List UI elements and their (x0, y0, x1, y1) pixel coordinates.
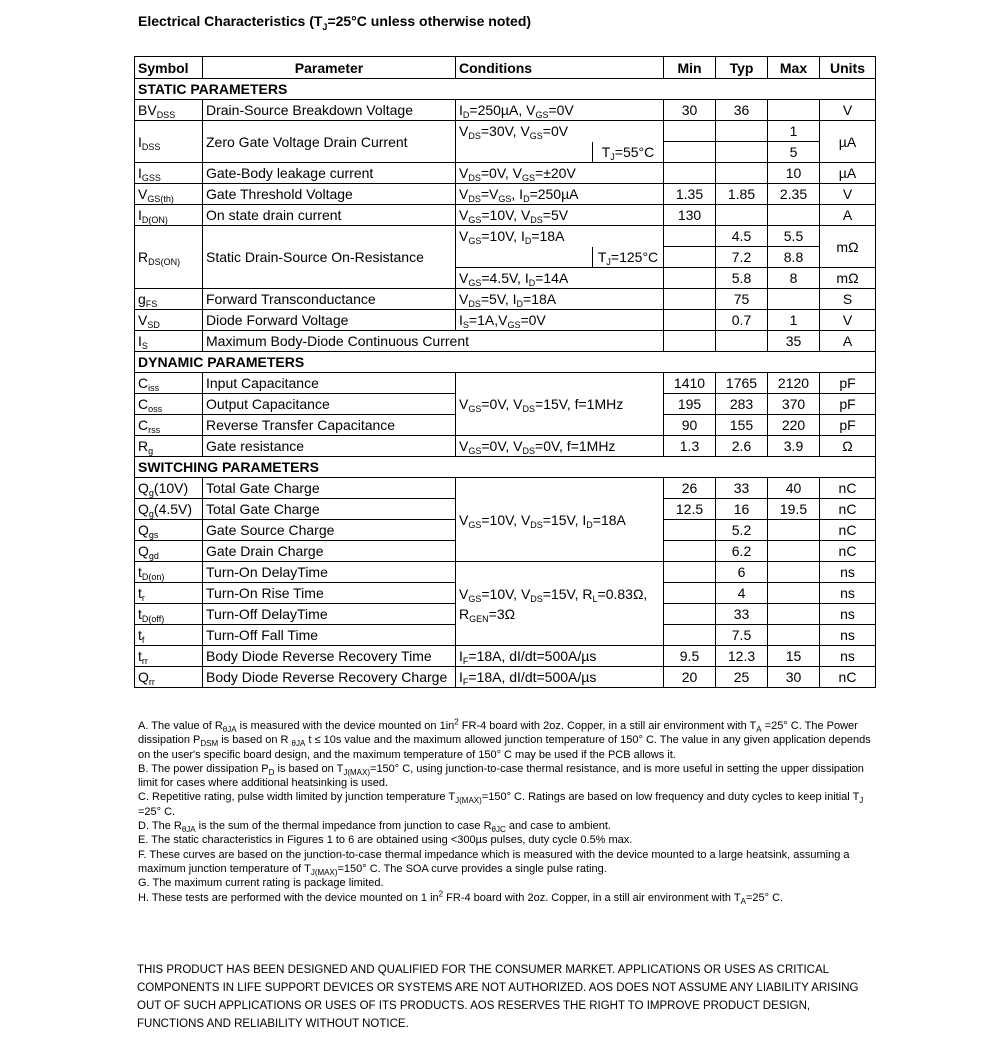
parameter-cell: Turn-On Rise Time (203, 583, 456, 604)
conditions-cell: $V_{GS}=10V$, $V_{DS}=5V$ (456, 205, 664, 226)
unit-cell: mΩ (820, 268, 876, 289)
typ-cell: 4 (716, 583, 768, 604)
conditions-cell (456, 331, 664, 352)
parameter-cell: Turn-On DelayTime (203, 562, 456, 583)
parameter-cell: Gate Source Charge (203, 520, 456, 541)
parameter-cell: Drain-Source Breakdown Voltage (203, 100, 456, 121)
min-cell: 12.5 (664, 499, 716, 520)
table-row (135, 205, 876, 226)
parameter-cell: Gate Threshold Voltage (203, 184, 456, 205)
conditions-cell: $I_D=250\mu A$, $V_{GS}=0V$ (456, 100, 664, 121)
max-cell: 5 (768, 142, 820, 163)
parameter-cell: Zero Gate Voltage Drain Current (203, 121, 456, 163)
unit-cell: µA (820, 163, 876, 184)
max-cell: 370 (768, 394, 820, 415)
symbol-cell: $BV_{DSS}$ (135, 100, 203, 121)
max-cell: 8 (768, 268, 820, 289)
typ-cell: 12.3 (716, 646, 768, 667)
unit-cell: pF (820, 373, 876, 394)
unit-cell: ns (820, 625, 876, 646)
parameter-cell: Output Capacitance (203, 394, 456, 415)
min-cell (664, 541, 716, 562)
typ-cell: 1.85 (716, 184, 768, 205)
symbol-cell: $t_{rr}$ (135, 646, 203, 667)
max-cell: 3.9 (768, 436, 820, 457)
parameter-cell: Static Drain-Source On-Resistance (203, 226, 456, 289)
symbol-cell: $V_{SD}$ (135, 310, 203, 331)
typ-cell: 283 (716, 394, 768, 415)
parameter-cell: Reverse Transfer Capacitance (203, 415, 456, 436)
typ-cell: 1765 (716, 373, 768, 394)
table-row (135, 667, 876, 688)
table-row (135, 100, 876, 121)
note-c: C. Repetitive rating, pulse width limited by junction temperature $T_{J(MAX)}=150^\circ$ C. Ratings are based on low frequency and duty cycles to keep initial $T_J =25^\circ$ C. (138, 791, 864, 818)
min-cell: 130 (664, 205, 716, 226)
conditions-cell: $V_{DS}=0V$, $V_{GS}=\pm 20V$ (456, 163, 664, 184)
typ-cell: 0.7 (716, 310, 768, 331)
table-row (135, 310, 876, 331)
parameter-cell: Body Diode Reverse Recovery Charge (203, 667, 456, 688)
min-cell (664, 331, 716, 352)
symbol-cell: $I_{DSS}$ (135, 121, 203, 163)
header-max: Max (768, 57, 820, 79)
unit-cell: V (820, 100, 876, 121)
symbol-cell: $t_f$ (135, 625, 203, 646)
electrical-characteristics-table (134, 56, 876, 688)
symbol-cell: $C_{iss}$ (135, 373, 203, 394)
typ-cell: 36 (716, 100, 768, 121)
conditions-cell: $I_S=1A,V_{GS}=0V$ (456, 310, 664, 331)
unit-cell: ns (820, 646, 876, 667)
conditions-cell: $I_F=18A$, dI/dt=500A/µs (456, 646, 664, 667)
max-cell (768, 289, 820, 310)
typ-cell: 6.2 (716, 541, 768, 562)
page-title: Electrical Characteristics ($T_J=25^\circ C$ unless otherwise noted) (138, 13, 532, 32)
note-g: G. The maximum current rating is package limited. (138, 877, 384, 890)
max-cell (768, 562, 820, 583)
min-cell: 9.5 (664, 646, 716, 667)
section-row (135, 352, 876, 373)
disclaimer-line: THIS PRODUCT HAS BEEN DESIGNED AND QUALIFIED FOR THE CONSUMER MARKET. APPLICATIONS OR USES AS CRITICAL (137, 964, 830, 976)
unit-cell: nC (820, 499, 876, 520)
min-cell (664, 226, 716, 247)
conditions-cell: $V_{GS}=4.5V$, $I_D=14A$ (456, 268, 664, 289)
max-cell: 40 (768, 478, 820, 499)
symbol-cell: $Q_{gs}$ (135, 520, 203, 541)
typ-cell: 155 (716, 415, 768, 436)
symbol-cell: $C_{oss}$ (135, 394, 203, 415)
symbol-cell: $Q_{rr}$ (135, 667, 203, 688)
max-cell (768, 541, 820, 562)
section-row (135, 79, 876, 100)
conditions-cell: $V_{GS}=0V$, $V_{DS}=0V$, f=1MHz (456, 436, 664, 457)
max-cell: 15 (768, 646, 820, 667)
tj-condition: $T_J=125^\circ C$ (592, 247, 663, 267)
parameter-cell: Diode Forward Voltage (203, 310, 456, 331)
max-cell: 2120 (768, 373, 820, 394)
conditions-cell: $V_{GS}=10V$, $V_{DS}=15V$, $R_L=0.83\Omega$, $R_{GEN}=3\Omega$ (456, 562, 664, 646)
note-b: B. The power dissipation $P_D$ is based on $T_{J(MAX)}=150^\circ$ C, using junction-to-case thermal resistance, and is more useful in setting the upper dissipation limit for cases where additional heatsinking is used. (138, 762, 864, 790)
table-row (135, 436, 876, 457)
note-e: E. The static characteristics in Figures 1 to 6 are obtained using <300µs pulses, duty cycle 0.5% max. (138, 834, 633, 847)
parameter-cell: Total Gate Charge (203, 478, 456, 499)
section-row (135, 457, 876, 478)
typ-cell: 7.5 (716, 625, 768, 646)
conditions-cell (456, 142, 664, 163)
header-conditions: Conditions (456, 57, 664, 79)
min-cell: 30 (664, 100, 716, 121)
max-cell (768, 205, 820, 226)
unit-cell: mΩ (820, 226, 876, 268)
table-row (135, 163, 876, 184)
table-row (135, 184, 876, 205)
symbol-cell: $t_{D(off)}$ (135, 604, 203, 625)
max-cell: 8.8 (768, 247, 820, 268)
min-cell: 26 (664, 478, 716, 499)
note-f: F. These curves are based on the junction-to-case thermal impedance which is measured with the device mounted to a large heatsink, assuming a maximum junction temperature of $T_{J(MAX)}=150^\circ$ C. The SOA curve provides a single pulse rating. (138, 848, 850, 878)
parameter-cell: Input Capacitance (203, 373, 456, 394)
unit-cell: ns (820, 583, 876, 604)
min-cell (664, 121, 716, 142)
parameter-cell: Gate-Body leakage current (203, 163, 456, 184)
min-cell: 1.35 (664, 184, 716, 205)
typ-cell: 7.2 (716, 247, 768, 268)
max-cell (768, 100, 820, 121)
min-cell (664, 604, 716, 625)
symbol-cell: $Q_{gd}$ (135, 541, 203, 562)
min-cell: 1.3 (664, 436, 716, 457)
min-cell: 195 (664, 394, 716, 415)
unit-cell: V (820, 184, 876, 205)
max-cell: 5.5 (768, 226, 820, 247)
section-static: STATIC PARAMETERS (135, 79, 876, 100)
disclaimer-line: OUT OF SUCH APPLICATIONS OR USES OF ITS PRODUCTS. AOS RESERVES THE RIGHT TO IMPROVE PRODUCT DESIGN, (137, 1000, 811, 1012)
table-header-row (135, 57, 876, 79)
max-cell: 30 (768, 667, 820, 688)
conditions-cell: $V_{GS}=0V$, $V_{DS}=15V$, f=1MHz (456, 373, 664, 436)
conditions-cell: $I_F=18A$, dI/dt=500A/µs (456, 667, 664, 688)
symbol-cell: $t_r$ (135, 583, 203, 604)
max-cell (768, 520, 820, 541)
min-cell (664, 163, 716, 184)
max-cell: 2.35 (768, 184, 820, 205)
typ-cell: 25 (716, 667, 768, 688)
table-row (135, 289, 876, 310)
unit-cell: nC (820, 667, 876, 688)
unit-cell: pF (820, 394, 876, 415)
note-a: A. The value of $R_{\theta JA}$ is measured with the device mounted on $1in^2$ FR-4 board with 2oz. Copper, in a still air environment with $T_A =25^\circ$ C. The Power dissipation $P_{DSM}$ is based on R $_{\theta JA}$ t ≤ 10s value and the maximum allowed junction temperature of 150° C. The value in any given application depends on the user's specific board design, and the maximum temperature of 150° C may be used if the PCB allows it. (138, 717, 871, 761)
section-switching: SWITCHING PARAMETERS (135, 457, 876, 478)
table-row (135, 226, 876, 247)
max-cell: 19.5 (768, 499, 820, 520)
typ-cell: 5.8 (716, 268, 768, 289)
parameter-cell: Gate resistance (203, 436, 456, 457)
unit-cell: pF (820, 415, 876, 436)
parameter-cell: Turn-Off DelayTime (203, 604, 456, 625)
header-parameter: Parameter (203, 57, 456, 79)
table-row (135, 331, 876, 352)
symbol-cell: $I_{D(ON)}$ (135, 205, 203, 226)
unit-cell: Ω (820, 436, 876, 457)
min-cell (664, 268, 716, 289)
unit-cell: ns (820, 562, 876, 583)
unit-cell: nC (820, 520, 876, 541)
symbol-cell: $C_{rss}$ (135, 415, 203, 436)
min-cell (664, 142, 716, 163)
table-row (135, 121, 876, 142)
conditions-cell (456, 247, 664, 268)
typ-cell: 5.2 (716, 520, 768, 541)
typ-cell (716, 142, 768, 163)
symbol-cell: $t_{D(on)}$ (135, 562, 203, 583)
typ-cell (716, 163, 768, 184)
conditions-cell: $V_{DS}=V_{GS}$, $I_D=250\mu A$ (456, 184, 664, 205)
conditions-cell: $V_{GS}=10V$, $I_D=18A$ (456, 226, 664, 247)
symbol-cell: $Q_g(10V)$ (135, 478, 203, 499)
parameter-cell: Forward Transconductance (203, 289, 456, 310)
tj-condition: $T_J=55^\circ C$ (592, 142, 663, 162)
typ-cell: 33 (716, 604, 768, 625)
min-cell (664, 520, 716, 541)
table-row (135, 562, 876, 583)
header-symbol: Symbol (135, 57, 203, 79)
typ-cell: 6 (716, 562, 768, 583)
min-cell: 90 (664, 415, 716, 436)
disclaimer (137, 961, 877, 1033)
symbol-cell: $g_{FS}$ (135, 289, 203, 310)
max-cell (768, 604, 820, 625)
disclaimer-line: COMPONENTS IN LIFE SUPPORT DEVICES OR SYSTEMS ARE NOT AUTHORIZED. AOS DOES NOT ASSUME ANY LIABILITY ARISING (137, 982, 859, 994)
min-cell (664, 562, 716, 583)
typ-cell: 2.6 (716, 436, 768, 457)
header-min: Min (664, 57, 716, 79)
max-cell: 220 (768, 415, 820, 436)
typ-cell: 33 (716, 478, 768, 499)
symbol-cell: $V_{GS(th)}$ (135, 184, 203, 205)
parameter-cell: On state drain current (203, 205, 456, 226)
max-cell (768, 625, 820, 646)
max-cell: 35 (768, 331, 820, 352)
unit-cell: ns (820, 604, 876, 625)
typ-cell: 4.5 (716, 226, 768, 247)
conditions-cell: $V_{GS}=10V$, $V_{DS}=15V$, $I_D=18A$ (456, 478, 664, 562)
min-cell (664, 583, 716, 604)
section-dynamic: DYNAMIC PARAMETERS (135, 352, 876, 373)
unit-cell: nC (820, 541, 876, 562)
parameter-cell: Body Diode Reverse Recovery Time (203, 646, 456, 667)
max-cell (768, 583, 820, 604)
min-cell (664, 310, 716, 331)
typ-cell (716, 331, 768, 352)
table-row (135, 373, 876, 394)
typ-cell (716, 205, 768, 226)
unit-cell: nC (820, 478, 876, 499)
unit-cell: S (820, 289, 876, 310)
symbol-cell: $I_S$ (135, 331, 203, 352)
parameter-cell: Turn-Off Fall Time (203, 625, 456, 646)
header-units: Units (820, 57, 876, 79)
max-cell: 10 (768, 163, 820, 184)
max-cell: 1 (768, 310, 820, 331)
symbol-cell: $I_{GSS}$ (135, 163, 203, 184)
min-cell (664, 247, 716, 268)
header-typ: Typ (716, 57, 768, 79)
parameter-cell: Gate Drain Charge (203, 541, 456, 562)
note-d: D. The $R_{\theta JA}$ is the sum of the thermal impedance from junction to case $R_{\theta JC}$ and case to ambient. (138, 820, 611, 835)
table-row (135, 646, 876, 667)
typ-cell (716, 121, 768, 142)
unit-cell: A (820, 331, 876, 352)
symbol-cell: $R_g$ (135, 436, 203, 457)
typ-cell: 16 (716, 499, 768, 520)
conditions-cell: $V_{DS}=5V$, $I_D=18A$ (456, 289, 664, 310)
footnotes (138, 719, 878, 905)
min-cell: 20 (664, 667, 716, 688)
typ-cell: 75 (716, 289, 768, 310)
conditions-cell: $V_{DS}=30V$, $V_{GS}=0V$ (456, 121, 664, 142)
unit-cell: A (820, 205, 876, 226)
unit-cell: V (820, 310, 876, 331)
disclaimer-line: FUNCTIONS AND RELIABILITY WITHOUT NOTICE. (137, 1018, 409, 1030)
symbol-cell: $Q_g(4.5V)$ (135, 499, 203, 520)
note-h: H. These tests are performed with the device mounted on 1 $in^2$ FR-4 board with 2oz. Copper, in a still air environment with $T_A=25^\circ$ C. (138, 888, 784, 906)
min-cell (664, 289, 716, 310)
parameter-cell: Maximum Body-Diode Continuous Current (203, 331, 456, 352)
symbol-cell: $R_{DS(ON)}$ (135, 226, 203, 289)
min-cell: 1410 (664, 373, 716, 394)
table-row (135, 478, 876, 499)
min-cell (664, 625, 716, 646)
parameter-cell: Total Gate Charge (203, 499, 456, 520)
unit-cell: µA (820, 121, 876, 163)
max-cell: 1 (768, 121, 820, 142)
